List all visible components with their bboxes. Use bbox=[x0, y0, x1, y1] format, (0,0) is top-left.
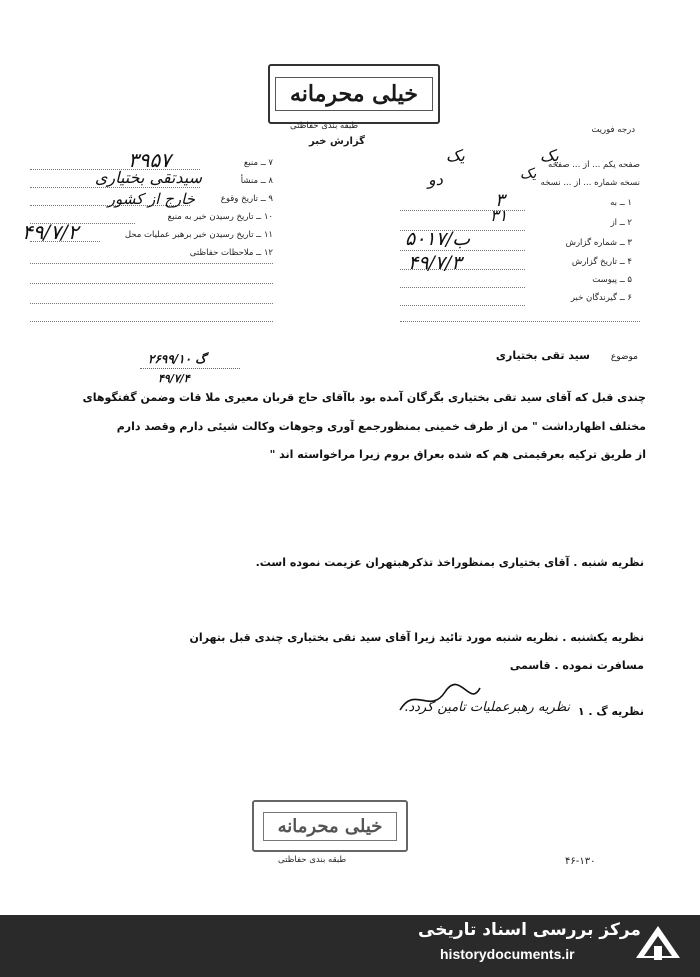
left-field-notes-line-2 bbox=[30, 283, 273, 284]
hand-to: ۳ bbox=[495, 190, 505, 211]
stamp-bottom-class-label: طبقه بندی حفاظتی bbox=[278, 855, 347, 865]
hand-report-date: ۴۹/۷/۳ bbox=[408, 252, 462, 274]
right-field-from: ۲ ــ از bbox=[610, 218, 632, 228]
page-reference: ۴۶-۱۳۰ bbox=[565, 856, 596, 867]
hand-report-number: ۵۰۱۷/ب bbox=[405, 228, 471, 250]
hand-from: ۳۱ bbox=[490, 206, 508, 225]
right-field-extra-line bbox=[400, 321, 640, 322]
classification-stamp-bottom bbox=[252, 800, 408, 852]
right-field-recipients: ۶ ــ گیرندگان خبر bbox=[570, 293, 632, 303]
archive-logo-icon bbox=[630, 918, 686, 970]
right-field-report-number-line bbox=[400, 250, 525, 251]
hand-page-total: یک bbox=[446, 146, 465, 165]
note-saturday: نظریه شنبه . آقای بختیاری بمنظوراخذ تذکرهبتهران عزیمت نموده است. bbox=[255, 556, 644, 569]
hand-source-name: سیدتقی بختیاری bbox=[94, 168, 202, 187]
stamp-top-class-label: طبقه بندی حفاظتی bbox=[290, 121, 359, 131]
left-field-notes-line-4 bbox=[30, 321, 273, 322]
follow-date: ۴۹/۷/۴ bbox=[158, 372, 190, 385]
right-field-recipients-line bbox=[400, 305, 525, 306]
left-field-notes-line-1 bbox=[30, 263, 273, 264]
left-field-occurrence-date: ۹ ــ تاریخ وقوع bbox=[220, 194, 273, 204]
left-field-notes-line-3 bbox=[30, 303, 273, 304]
watermark-url: historydocuments.ir bbox=[440, 946, 575, 962]
note-g1-handwriting: نظریه رهبرعملیات تامین گردد. bbox=[404, 700, 570, 715]
left-field-source: ۷ ــ منبع bbox=[243, 158, 273, 168]
note-sunday-line-1: نظریه یکشنبه . نظریه شنبه مورد تائید زیرا آقای سید تقی بختیاری چندی قبل بتهران bbox=[189, 631, 644, 644]
page-line: صفحه یکم ... از ... صفحه bbox=[547, 160, 640, 170]
stamp-top-text: خیلی محرمانه bbox=[275, 77, 433, 111]
hand-origin-date: ۴۹/۷/۲ bbox=[22, 220, 79, 244]
note-sunday-line-2: مسافرت نموده . قاسمی bbox=[509, 659, 644, 672]
signature-mark bbox=[395, 680, 485, 720]
hand-origin: خارج از کشور bbox=[107, 190, 195, 208]
left-field-origin: ۸ ــ منشأ bbox=[240, 176, 273, 186]
right-field-report-date: ۴ ــ تاریخ گزارش bbox=[571, 257, 632, 267]
body-line-1: چندی قبل که آقای سید تقی بختیاری بگرگان آمده بود باآقای حاج قربان معیری ملا قات وضمن گفتگوهای bbox=[82, 391, 646, 404]
right-field-attachment: ۵ ــ پیوست bbox=[592, 275, 632, 285]
report-title: گزارش خبر bbox=[308, 136, 365, 147]
hand-source-number: ۳۹۵۷ bbox=[128, 148, 171, 172]
right-field-report-number: ۳ ــ شماره گزارش bbox=[565, 238, 632, 248]
hand-page-one: یک bbox=[540, 146, 559, 165]
hand-copy-total: دو bbox=[428, 170, 443, 189]
watermark-title: مرکز بررسی اسناد تاریخی bbox=[418, 920, 641, 940]
body-line-3: از طریق ترکیه بعرقیمتی هم که شده بعراق بروم زیرا مراخواسته اند " bbox=[269, 448, 646, 461]
note-g1-label: نظریه گ . ۱ bbox=[577, 705, 644, 718]
left-field-ops-received: ۱۱ ــ تاریخ رسیدن خبر برهبر عملیات محل bbox=[124, 230, 273, 240]
left-field-source-received: ۱۰ ــ تاریخ رسیدن خبر به منبع bbox=[167, 212, 273, 222]
stamp-bottom-text: خیلی محرمانه bbox=[263, 812, 398, 841]
copy-line: نسخه شماره ... از ... نسخه bbox=[540, 178, 640, 188]
right-field-to: ۱ ــ به bbox=[610, 198, 632, 208]
subject-label: موضوع bbox=[610, 352, 638, 362]
priority-label: درجه فوریت bbox=[591, 125, 635, 135]
hand-copy-one: یک bbox=[520, 166, 537, 182]
left-field-security-notes: ۱۲ ــ ملاحظات حفاظتی bbox=[189, 248, 273, 258]
body-line-2: مختلف اظهارداشت " من از طرف خمینی بمنظورجمع آوری وجوهات وکالت شیئی دارم وقصد دارم bbox=[116, 420, 646, 433]
follow-ref-underline bbox=[140, 368, 240, 369]
right-field-attachment-line bbox=[400, 287, 525, 288]
left-field-origin-line bbox=[30, 187, 200, 188]
subject-value: سید تقی بختیاری bbox=[495, 349, 590, 362]
follow-ref: ۲۶۹۹/۱۰ گ bbox=[148, 352, 206, 366]
classification-stamp-top bbox=[268, 64, 440, 124]
